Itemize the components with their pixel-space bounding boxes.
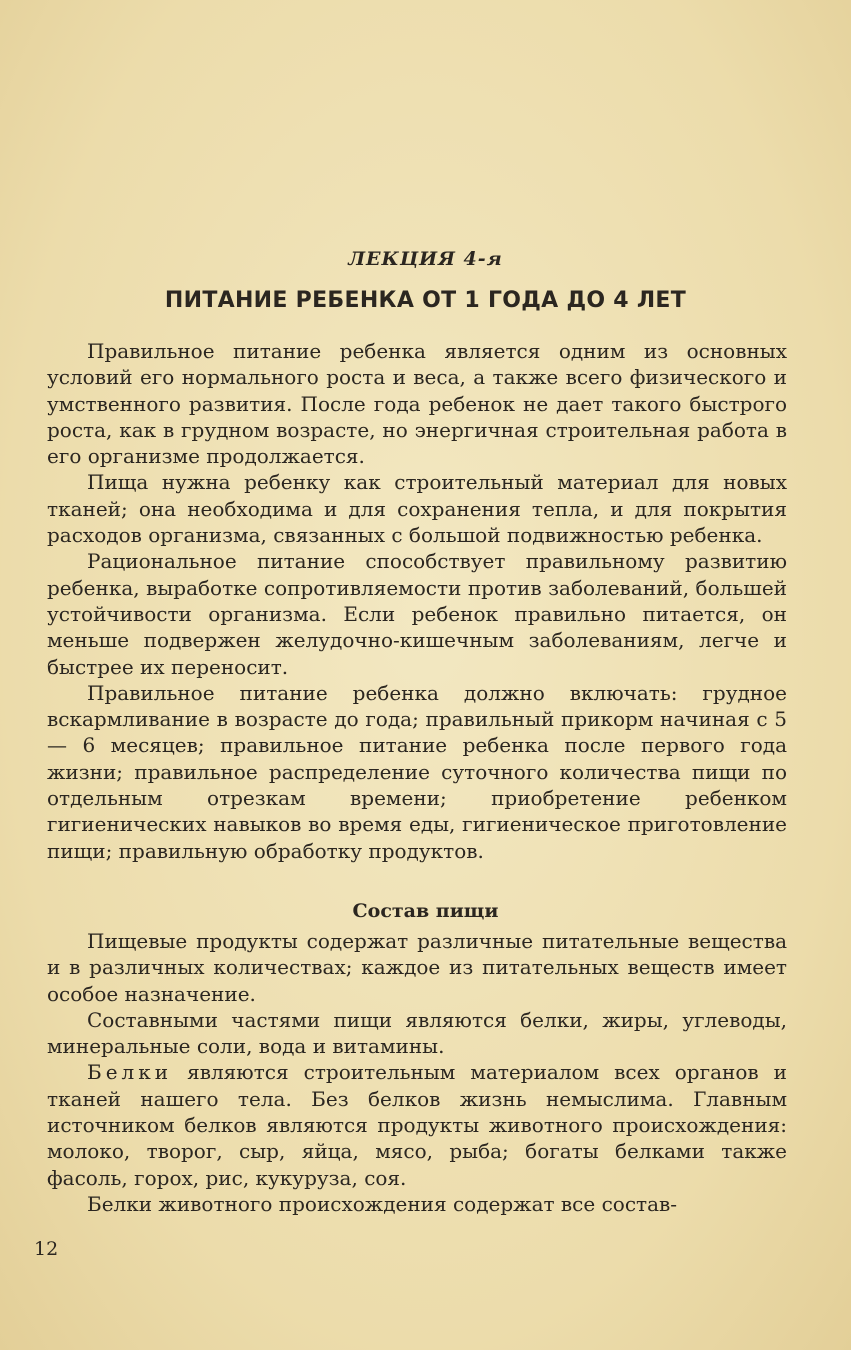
paragraph: Составными частями пищи являются белки, жиры, углеводы, минеральные соли, вода и витамины. [47, 1007, 787, 1059]
paragraph: Правильное питание ребенка является одним из основных условий его нормального роста и веса, а также всего физического и умственного развития. После года ребенок не дает такого быстрого роста, как в грудном возрасте, но энергичная строительная работа в его организме продолжается. [47, 339, 787, 469]
paragraph: Правильное питание ребенка должно включать: грудное вскармливание в возрасте до года; правильный прикорм начиная с 5 — 6 месяцев; правильное питание ребенка после первого года жизни; правильное распределение суточного количества пищи по отдельным отрезкам времени; приобретение ребенком гигиенических навыков во время еды, гигиеническое приготовление пищи; правильную обработку продуктов. [47, 680, 787, 863]
proteins-term: Белки [87, 1060, 173, 1085]
section-text [47, 928, 787, 1217]
lecture-label: ЛЕКЦИЯ 4-я [348, 248, 503, 270]
paragraph: Рациональное питание способствует правильному развитию ребенка, выработке сопротивляемости против заболеваний, большей устойчивости организма. Если ребенок правильно питается, он меньше подвержен желудочно-кишечным заболеваниям, легче и быстрее их переносит. [47, 549, 787, 679]
paragraph: Пищевые продукты содержат различные питательные вещества и в различных количествах; каждое из питательных веществ имеет особое назначение. [47, 929, 787, 1006]
section-heading: Состав пищи [352, 900, 499, 922]
paragraph: Пища нужна ребенку как строительный материал для новых тканей; она необходима и для сохранения тепла, и для покрытия расходов организма, связанных с большой подвижностью ребенка. [47, 470, 787, 548]
page-title: ПИТАНИЕ РЕБЕНКА ОТ 1 ГОДА ДО 4 ЛЕТ [164, 288, 687, 313]
paragraph: Белки животного происхождения содержат все состав- [87, 1191, 678, 1216]
proteins-text: являются строительным материалом всех органов и тканей нашего тела. Без белков жизнь немыслима. Главным источником белков являются продукты животного происхождения: молоко, творог, сыр, яйца, мясо, рыба; богаты белками также фасоль, горох, рис, кукуруза, соя. [47, 1060, 787, 1190]
page-number: 12 [34, 1238, 59, 1260]
intro-text [47, 338, 787, 864]
proteins-paragraph [47, 1059, 787, 1190]
